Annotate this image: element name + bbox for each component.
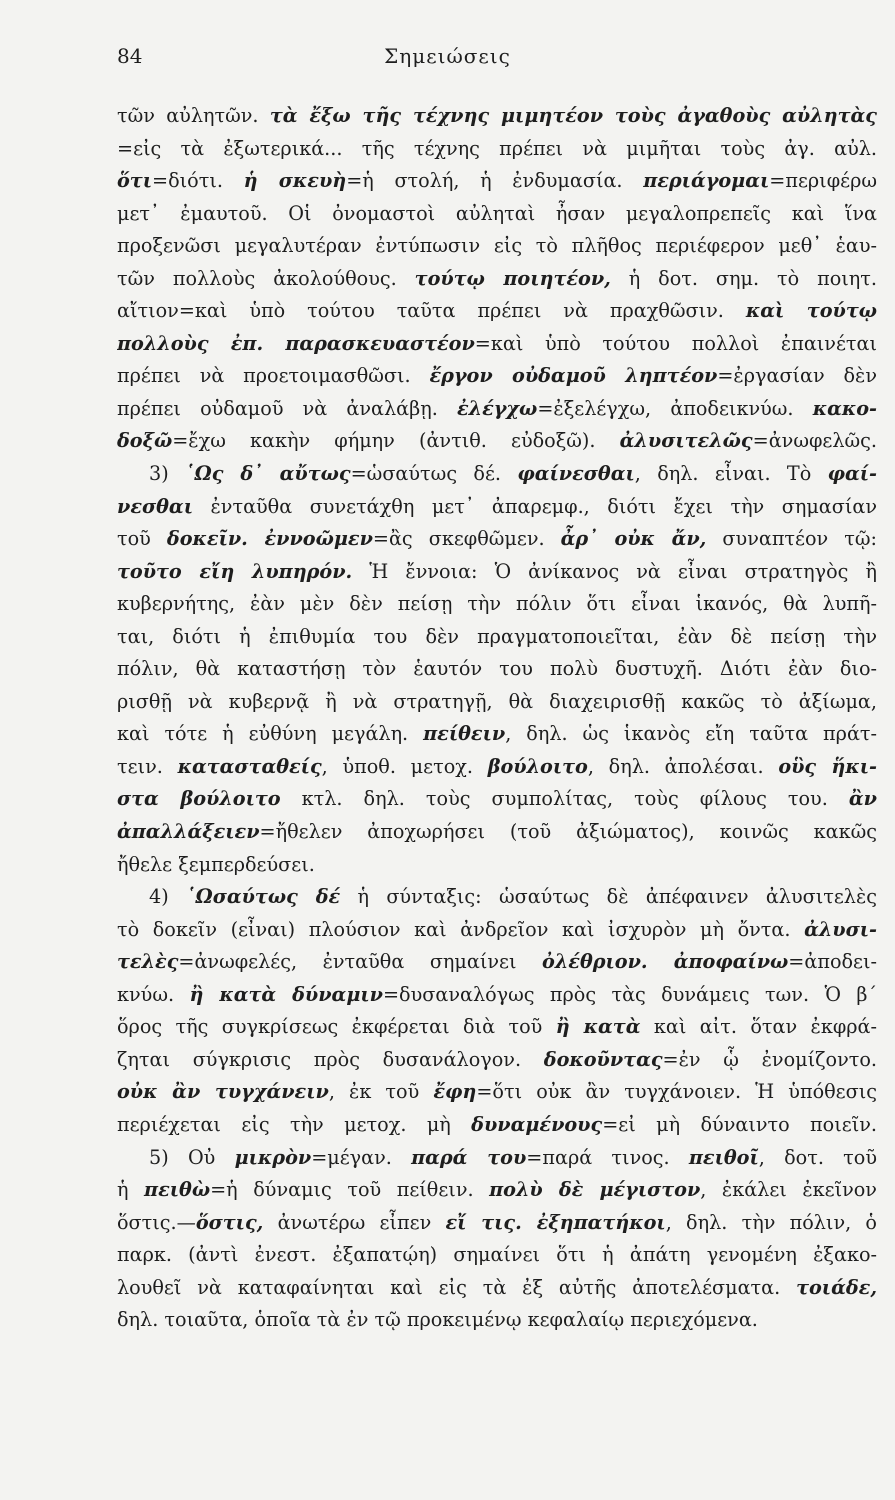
text-line: 5) Οὐ μικρὸν=μέγαν. παρά του=παρά τινος. πειθοῖ, δοτ. τοῦ bbox=[149, 1145, 877, 1169]
text-line: τῶν πολλοὺς ἀκολούθους. τούτῳ ποιητέον, ἡ δοτ. σημ. τὸ ποιητ. bbox=[117, 266, 877, 290]
text-line: ὅτι=διότι. ἡ σκευὴ=ἡ στολή, ἡ ἐνδυμασία. περιάγομαι=περιφέρω bbox=[117, 169, 877, 193]
running-title: Σημειώσεις bbox=[384, 44, 511, 68]
text-line: στα βούλοιτο κτλ. δηλ. τοὺς συμπολίτας, τοὺς φίλους του. ἂν bbox=[117, 787, 877, 811]
text-line: τελὲς=ἀνωφελές, ἐνταῦθα σημαίνει ὀλέθριον. ἀποφαίνω=ἀποδει- bbox=[117, 950, 877, 974]
text-line: αἴτιον=καὶ ὑπὸ τούτου ταῦτα πρέπει νὰ πραχθῶσιν. καὶ τούτῳ bbox=[117, 299, 877, 323]
text-line: ται, διότι ἡ ἐπιθυμία του δὲν πραγματοποιεῖται, ἐὰν δὲ πείσῃ τὴν bbox=[117, 624, 877, 648]
text-line: =εἰς τὰ ἐξωτερικά... τῆς τέχνης πρέπει νὰ μιμῆται τοὺς ἀγ. αὐλ. bbox=[117, 136, 877, 160]
text-line: πόλιν, θὰ καταστήσῃ τὸν ἑαυτόν του πολὺ δυστυχῆ. Διότι ἐὰν διο- bbox=[117, 657, 877, 681]
text-line: ὅστις.—ὅστις, ἀνωτέρω εἶπεν εἴ τις. ἐξηπατήκοι, δηλ. τὴν πόλιν, ὁ bbox=[117, 1210, 877, 1234]
text-line: πολλοὺς ἐπ. παρασκευαστέον=καὶ ὑπὸ τούτου πολλοὶ ἐπαινέται bbox=[117, 331, 877, 355]
text-line: παρκ. (ἀντὶ ἐνεστ. ἐξαπατῴη) σημαίνει ὅτι ἡ ἀπάτη γενομένη ἐξακο- bbox=[117, 1243, 877, 1267]
text-line: τοῦ δοκεῖν. ἐννοῶμεν=ἂς σκεφθῶμεν. ἆρ᾽ οὐκ ἄν, συναπτέον τῷ: bbox=[117, 527, 877, 551]
text-line: ἀπαλλάξειεν=ἤθελεν ἀποχωρήσει (τοῦ ἀξιώματος), κοινῶς κακῶς bbox=[117, 820, 877, 844]
text-line: λουθεῖ νὰ καταφαίνηται καὶ εἰς τὰ ἐξ αὐτῆς ἀποτελέσματα. τοιάδε, bbox=[117, 1275, 877, 1299]
text-line: 4) ῾Ωσαύτως δέ ἡ σύνταξις: ὡσαύτως δὲ ἀπέφαινεν ἀλυσιτελὲς bbox=[149, 885, 877, 909]
text-line: δηλ. τοιαῦτα, ὁποῖα τὰ ἐν τῷ προκειμένῳ κεφαλαίῳ περιεχόμενα. bbox=[117, 1308, 758, 1332]
text-line: ζηται σύγκρισις πρὸς δυσανάλογον. δοκοῦντας=ἐν ᾧ ἐνομίζοντο. bbox=[117, 1047, 877, 1071]
text-line: πρέπει νὰ προετοιμασθῶσι. ἔργον οὐδαμοῦ ληπτέον=ἐργασίαν δὲν bbox=[117, 364, 877, 388]
text-line: τειν. κατασταθείς, ὑποθ. μετοχ. βούλοιτο, δηλ. ἀπολέσαι. οὓς ἥκι- bbox=[117, 754, 877, 778]
text-line: κνύω. ἢ κατὰ δύναμιν=δυσαναλόγως πρὸς τὰς δυνάμεις των. Ὁ β´ bbox=[117, 982, 877, 1006]
text-line: 3) ῾Ως δ᾽ αὔτως=ὡσαύτως δέ. φαίνεσθαι, δηλ. εἶναι. Τὸ φαί- bbox=[149, 462, 877, 486]
text-line: οὐκ ἂν τυγχάνειν, ἐκ τοῦ ἔφη=ὅτι οὐκ ἂν τυγχάνοιεν. Ἡ ὑπόθεσις bbox=[117, 1080, 877, 1104]
text-line: καὶ τότε ἡ εὐθύνη μεγάλη. πείθειν, δηλ. ὡς ἱκανὸς εἴη ταῦτα πράτ- bbox=[117, 722, 877, 746]
text-line: ἤθελε ξεμπερδεύσει. bbox=[117, 852, 315, 876]
text-line: ρισθῇ νὰ κυβερνᾷ ἢ νὰ στρατηγῇ, θὰ διαχειρισθῇ κακῶς τὸ ἀξίωμα, bbox=[117, 689, 877, 713]
text-line: ἡ πειθὼ=ἡ δύναμις τοῦ πείθειν. πολὺ δὲ μέγιστον, ἐκάλει ἐκεῖνον bbox=[117, 1178, 877, 1202]
page-number: 84 bbox=[117, 44, 143, 68]
text-line: προξενῶσι μεγαλυτέραν ἐντύπωσιν εἰς τὸ πλῆθος περιέφερον μεθ᾽ ἑαυ- bbox=[117, 234, 877, 258]
text-line: ὅρος τῆς συγκρίσεως ἐκφέρεται διὰ τοῦ ἢ κατὰ καὶ αἰτ. ὅταν ἐκφρά- bbox=[117, 1015, 877, 1039]
page-header bbox=[0, 44, 895, 74]
text-line: περιέχεται εἰς τὴν μετοχ. μὴ δυναμένους=εἰ μὴ δύναιντο ποιεῖν. bbox=[117, 1112, 877, 1136]
text-line: μετ᾽ ἐμαυτοῦ. Οἱ ὀνομαστοὶ αὐληταὶ ἦσαν μεγαλοπρεπεῖς καὶ ἵνα bbox=[117, 201, 877, 225]
text-line: τὸ δοκεῖν (εἶναι) πλούσιον καὶ ἀνδρεῖον καὶ ἰσχυρὸν μὴ ὄντα. ἀλυσι- bbox=[117, 917, 877, 941]
text-line: κυβερνήτης, ἐὰν μὲν δὲν πείσῃ τὴν πόλιν ὅτι εἶναι ἱκανός, θὰ λυπῆ- bbox=[117, 592, 877, 616]
text-line: πρέπει οὐδαμοῦ νὰ ἀναλάβῃ. ἐλέγχω=ἐξελέγχω, ἀποδεικνύω. κακο- bbox=[117, 396, 877, 420]
text-line: τοῦτο εἴη λυπηρόν. Ἡ ἔννοια: Ὁ ἀνίκανος νὰ εἶναι στρατηγὸς ἢ bbox=[117, 559, 877, 583]
text-line: νεσθαι ἐνταῦθα συνετάχθη μετ᾽ ἀπαρεμφ., διότι ἔχει τὴν σημασίαν bbox=[117, 494, 877, 518]
text-line: δοξῶ=ἔχω κακὴν φήμην (ἀντιθ. εὐδοξῶ). ἀλυσιτελῶς=ἀνωφελῶς. bbox=[117, 429, 877, 453]
text-line: τῶν αὐλητῶν. τὰ ἔξω τῆς τέχνης μιμητέον τοὺς ἀγαθοὺς αὐλητὰς bbox=[117, 104, 877, 127]
commentary-text bbox=[117, 100, 877, 1337]
